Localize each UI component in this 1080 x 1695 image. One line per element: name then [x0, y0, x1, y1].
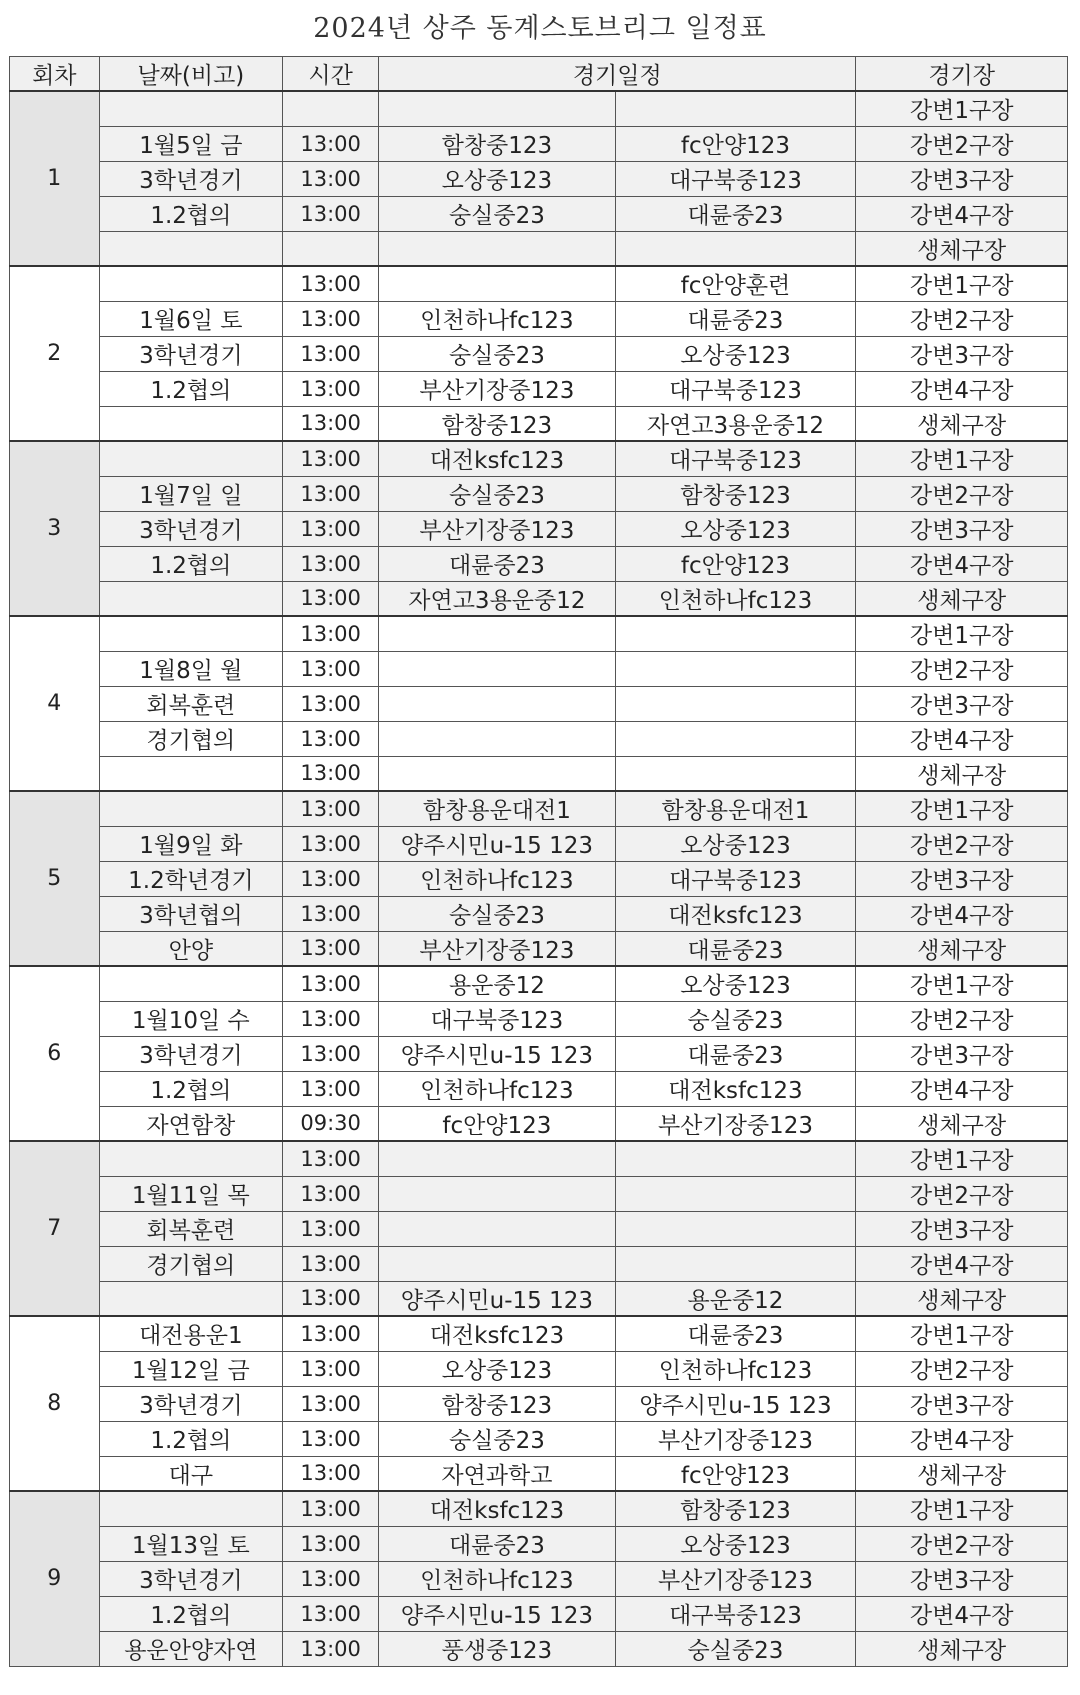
venue-cell: 생체구장	[856, 1106, 1068, 1141]
home-team-cell: 인천하나fc123	[379, 1071, 615, 1106]
away-team-cell	[615, 616, 856, 651]
date-note-cell	[99, 1141, 283, 1176]
venue-cell: 강변3구장	[856, 861, 1068, 896]
date-note-cell: 3학년경기	[99, 161, 283, 196]
table-row	[10, 196, 1068, 231]
away-team-cell	[615, 1141, 856, 1176]
away-team-cell: 대륜중23	[615, 196, 856, 231]
venue-cell: 생체구장	[856, 406, 1068, 441]
time-cell: 13:00	[283, 896, 379, 931]
table-row	[10, 1281, 1068, 1316]
table-row	[10, 756, 1068, 791]
time-cell: 13:00	[283, 1071, 379, 1106]
away-team-cell: 오상중123	[615, 336, 856, 371]
home-team-cell: 대구북중123	[379, 1001, 615, 1036]
table-row	[10, 476, 1068, 511]
date-note-cell	[99, 756, 283, 791]
venue-cell: 강변1구장	[856, 1491, 1068, 1526]
away-team-cell: 대구북중123	[615, 441, 856, 476]
home-team-cell	[379, 651, 615, 686]
table-row	[10, 931, 1068, 966]
table-row	[10, 651, 1068, 686]
home-team-cell: 부산기장중123	[379, 931, 615, 966]
date-note-cell	[99, 791, 283, 826]
away-team-cell: 함창중123	[615, 1491, 856, 1526]
away-team-cell	[615, 686, 856, 721]
away-team-cell: 대전ksfc123	[615, 896, 856, 931]
table-row	[10, 231, 1068, 266]
away-team-cell	[615, 91, 856, 126]
venue-cell: 강변2구장	[856, 476, 1068, 511]
time-cell: 13:00	[283, 1421, 379, 1456]
schedule-table	[9, 56, 1068, 1667]
home-team-cell	[379, 686, 615, 721]
venue-cell: 강변1구장	[856, 91, 1068, 126]
date-note-cell: 대전용운1	[99, 1316, 283, 1351]
away-team-cell: 대륜중23	[615, 1316, 856, 1351]
date-note-cell: 회복훈련	[99, 686, 283, 721]
time-cell: 13:00	[283, 406, 379, 441]
home-team-cell: 양주시민u-15 123	[379, 826, 615, 861]
venue-cell: 생체구장	[856, 231, 1068, 266]
time-cell: 13:00	[283, 1141, 379, 1176]
time-cell: 13:00	[283, 1316, 379, 1351]
venue-cell: 강변2구장	[856, 651, 1068, 686]
away-team-cell: 대륜중23	[615, 301, 856, 336]
header-round: 회차	[10, 57, 100, 92]
table-row	[10, 1351, 1068, 1386]
venue-cell: 강변2구장	[856, 826, 1068, 861]
time-cell: 13:00	[283, 126, 379, 161]
venue-cell: 강변3구장	[856, 161, 1068, 196]
time-cell: 13:00	[283, 721, 379, 756]
away-team-cell: 숭실중23	[615, 1631, 856, 1666]
away-team-cell: 양주시민u-15 123	[615, 1386, 856, 1421]
date-note-cell	[99, 616, 283, 651]
round-number: 6	[10, 966, 100, 1141]
venue-cell: 생체구장	[856, 756, 1068, 791]
table-row	[10, 721, 1068, 756]
home-team-cell: 인천하나fc123	[379, 1561, 615, 1596]
home-team-cell: 오상중123	[379, 1351, 615, 1386]
venue-cell: 강변2구장	[856, 1351, 1068, 1386]
date-note-cell: 대구	[99, 1456, 283, 1491]
venue-cell: 강변4구장	[856, 1421, 1068, 1456]
time-cell: 13:00	[283, 1596, 379, 1631]
table-row	[10, 161, 1068, 196]
time-cell: 13:00	[283, 196, 379, 231]
table-row	[10, 301, 1068, 336]
venue-cell: 강변4구장	[856, 546, 1068, 581]
table-row	[10, 1036, 1068, 1071]
time-cell: 13:00	[283, 1631, 379, 1666]
round-number: 5	[10, 791, 100, 966]
date-note-cell: 1월5일 금	[99, 126, 283, 161]
home-team-cell: 숭실중23	[379, 336, 615, 371]
venue-cell: 강변1구장	[856, 966, 1068, 1001]
away-team-cell: 숭실중23	[615, 1001, 856, 1036]
header-venue: 경기장	[856, 57, 1068, 92]
home-team-cell: 함창용운대전1	[379, 791, 615, 826]
date-note-cell: 3학년경기	[99, 511, 283, 546]
date-note-cell: 1월12일 금	[99, 1351, 283, 1386]
home-team-cell: 양주시민u-15 123	[379, 1596, 615, 1631]
home-team-cell: 양주시민u-15 123	[379, 1281, 615, 1316]
table-row	[10, 1421, 1068, 1456]
table-row	[10, 826, 1068, 861]
venue-cell: 강변1구장	[856, 1141, 1068, 1176]
venue-cell: 강변4구장	[856, 1596, 1068, 1631]
round-number: 9	[10, 1491, 100, 1666]
table-row	[10, 1176, 1068, 1211]
time-cell: 13:00	[283, 1491, 379, 1526]
date-note-cell	[99, 1281, 283, 1316]
venue-cell: 강변4구장	[856, 371, 1068, 406]
date-note-cell: 1월8일 월	[99, 651, 283, 686]
time-cell: 13:00	[283, 1281, 379, 1316]
time-cell: 13:00	[283, 266, 379, 301]
date-note-cell	[99, 266, 283, 301]
time-cell	[283, 91, 379, 126]
home-team-cell: 부산기장중123	[379, 511, 615, 546]
table-row	[10, 1211, 1068, 1246]
home-team-cell: 부산기장중123	[379, 371, 615, 406]
date-note-cell: 3학년경기	[99, 1036, 283, 1071]
time-cell: 13:00	[283, 651, 379, 686]
home-team-cell	[379, 231, 615, 266]
venue-cell: 강변2구장	[856, 1526, 1068, 1561]
date-note-cell: 1월11일 목	[99, 1176, 283, 1211]
date-note-cell: 경기협의	[99, 1246, 283, 1281]
home-team-cell	[379, 756, 615, 791]
time-cell: 13:00	[283, 1176, 379, 1211]
date-note-cell: 1월10일 수	[99, 1001, 283, 1036]
home-team-cell	[379, 91, 615, 126]
away-team-cell: 함창중123	[615, 476, 856, 511]
round-number: 1	[10, 91, 100, 266]
date-note-cell: 1.2협의	[99, 1596, 283, 1631]
home-team-cell: 대륜중23	[379, 546, 615, 581]
home-team-cell: 숭실중23	[379, 896, 615, 931]
venue-cell: 강변1구장	[856, 791, 1068, 826]
away-team-cell: 부산기장중123	[615, 1421, 856, 1456]
page-title: 2024년 상주 동계스토브리그 일정표	[313, 13, 767, 44]
round-number: 4	[10, 616, 100, 791]
date-note-cell: 자연함창	[99, 1106, 283, 1141]
home-team-cell: 오상중123	[379, 161, 615, 196]
away-team-cell	[615, 721, 856, 756]
time-cell: 13:00	[283, 1561, 379, 1596]
time-cell: 13:00	[283, 476, 379, 511]
time-cell: 13:00	[283, 931, 379, 966]
away-team-cell: 오상중123	[615, 966, 856, 1001]
header-time: 시간	[283, 57, 379, 92]
time-cell	[283, 231, 379, 266]
time-cell: 13:00	[283, 336, 379, 371]
home-team-cell	[379, 1211, 615, 1246]
round-number: 2	[10, 266, 100, 441]
date-note-cell	[99, 581, 283, 616]
home-team-cell: 함창중123	[379, 126, 615, 161]
time-cell: 13:00	[283, 511, 379, 546]
table-row	[10, 441, 1068, 476]
away-team-cell: 대구북중123	[615, 1596, 856, 1631]
time-cell: 13:00	[283, 826, 379, 861]
round-number: 8	[10, 1316, 100, 1491]
time-cell: 13:00	[283, 791, 379, 826]
date-note-cell: 1월13일 토	[99, 1526, 283, 1561]
venue-cell: 강변1구장	[856, 441, 1068, 476]
home-team-cell: fc안양123	[379, 1106, 615, 1141]
venue-cell: 강변4구장	[856, 896, 1068, 931]
date-note-cell: 1월9일 화	[99, 826, 283, 861]
away-team-cell: 오상중123	[615, 511, 856, 546]
date-note-cell: 1.2협의	[99, 196, 283, 231]
table-row	[10, 91, 1068, 126]
away-team-cell: 대륜중23	[615, 1036, 856, 1071]
home-team-cell: 숭실중23	[379, 196, 615, 231]
table-row	[10, 1386, 1068, 1421]
time-cell: 13:00	[283, 441, 379, 476]
date-note-cell	[99, 441, 283, 476]
away-team-cell: 용운중12	[615, 1281, 856, 1316]
date-note-cell: 3학년협의	[99, 896, 283, 931]
away-team-cell: 부산기장중123	[615, 1106, 856, 1141]
away-team-cell: 인천하나fc123	[615, 1351, 856, 1386]
date-note-cell	[99, 406, 283, 441]
table-row	[10, 616, 1068, 651]
date-note-cell	[99, 231, 283, 266]
time-cell: 13:00	[283, 1526, 379, 1561]
time-cell: 13:00	[283, 686, 379, 721]
header-date: 날짜(비고)	[99, 57, 283, 92]
table-row	[10, 1246, 1068, 1281]
away-team-cell: fc안양훈련	[615, 266, 856, 301]
table-row	[10, 581, 1068, 616]
table-row	[10, 1141, 1068, 1176]
date-note-cell: 1월7일 일	[99, 476, 283, 511]
home-team-cell: 대륜중23	[379, 1526, 615, 1561]
time-cell: 13:00	[283, 581, 379, 616]
table-row	[10, 1106, 1068, 1141]
date-note-cell: 용운안양자연	[99, 1631, 283, 1666]
time-cell: 13:00	[283, 1036, 379, 1071]
table-row	[10, 896, 1068, 931]
venue-cell: 생체구장	[856, 931, 1068, 966]
home-team-cell: 인천하나fc123	[379, 861, 615, 896]
table-row	[10, 511, 1068, 546]
venue-cell: 강변4구장	[856, 1246, 1068, 1281]
home-team-cell	[379, 1246, 615, 1281]
time-cell: 13:00	[283, 546, 379, 581]
venue-cell: 강변3구장	[856, 1561, 1068, 1596]
home-team-cell: 대전ksfc123	[379, 1491, 615, 1526]
date-note-cell: 1.2협의	[99, 1421, 283, 1456]
away-team-cell: 대륜중23	[615, 931, 856, 966]
date-note-cell	[99, 966, 283, 1001]
venue-cell: 강변1구장	[856, 1316, 1068, 1351]
time-cell: 13:00	[283, 1001, 379, 1036]
date-note-cell	[99, 91, 283, 126]
away-team-cell: fc안양123	[615, 126, 856, 161]
table-row	[10, 546, 1068, 581]
away-team-cell: 대구북중123	[615, 161, 856, 196]
table-row	[10, 861, 1068, 896]
venue-cell: 강변3구장	[856, 1386, 1068, 1421]
date-note-cell: 1.2학년경기	[99, 861, 283, 896]
venue-cell: 강변4구장	[856, 196, 1068, 231]
away-team-cell	[615, 651, 856, 686]
home-team-cell	[379, 616, 615, 651]
header-schedule: 경기일정	[379, 57, 856, 92]
table-row	[10, 1491, 1068, 1526]
venue-cell: 생체구장	[856, 1281, 1068, 1316]
home-team-cell: 대전ksfc123	[379, 441, 615, 476]
away-team-cell: 대구북중123	[615, 371, 856, 406]
venue-cell: 강변1구장	[856, 616, 1068, 651]
date-note-cell: 안양	[99, 931, 283, 966]
table-row	[10, 336, 1068, 371]
away-team-cell	[615, 231, 856, 266]
table-row	[10, 126, 1068, 161]
home-team-cell: 함창중123	[379, 1386, 615, 1421]
round-number: 7	[10, 1141, 100, 1316]
table-row	[10, 1561, 1068, 1596]
time-cell: 13:00	[283, 1456, 379, 1491]
time-cell: 13:00	[283, 861, 379, 896]
away-team-cell: fc안양123	[615, 546, 856, 581]
away-team-cell: 오상중123	[615, 1526, 856, 1561]
time-cell: 13:00	[283, 371, 379, 406]
venue-cell: 강변3구장	[856, 686, 1068, 721]
date-note-cell: 1.2협의	[99, 546, 283, 581]
venue-cell: 생체구장	[856, 1631, 1068, 1666]
date-note-cell: 3학년경기	[99, 1386, 283, 1421]
round-number: 3	[10, 441, 100, 616]
header-row	[10, 57, 1068, 92]
venue-cell: 강변2구장	[856, 1001, 1068, 1036]
away-team-cell	[615, 1176, 856, 1211]
home-team-cell	[379, 721, 615, 756]
venue-cell: 강변2구장	[856, 301, 1068, 336]
venue-cell: 강변2구장	[856, 1176, 1068, 1211]
away-team-cell: fc안양123	[615, 1456, 856, 1491]
home-team-cell: 숭실중23	[379, 1421, 615, 1456]
away-team-cell: 인천하나fc123	[615, 581, 856, 616]
table-row	[10, 966, 1068, 1001]
table-row	[10, 686, 1068, 721]
date-note-cell: 회복훈련	[99, 1211, 283, 1246]
home-team-cell	[379, 266, 615, 301]
away-team-cell	[615, 1246, 856, 1281]
venue-cell: 강변3구장	[856, 511, 1068, 546]
venue-cell: 강변3구장	[856, 336, 1068, 371]
venue-cell: 강변4구장	[856, 1071, 1068, 1106]
time-cell: 13:00	[283, 301, 379, 336]
venue-cell: 생체구장	[856, 1456, 1068, 1491]
away-team-cell	[615, 756, 856, 791]
date-note-cell	[99, 1491, 283, 1526]
table-row	[10, 1456, 1068, 1491]
home-team-cell: 양주시민u-15 123	[379, 1036, 615, 1071]
home-team-cell: 용운중12	[379, 966, 615, 1001]
away-team-cell: 대전ksfc123	[615, 1071, 856, 1106]
venue-cell: 강변3구장	[856, 1211, 1068, 1246]
home-team-cell: 인천하나fc123	[379, 301, 615, 336]
time-cell: 13:00	[283, 966, 379, 1001]
home-team-cell	[379, 1176, 615, 1211]
table-row	[10, 1631, 1068, 1666]
table-row	[10, 1526, 1068, 1561]
date-note-cell: 3학년경기	[99, 336, 283, 371]
table-row	[10, 371, 1068, 406]
away-team-cell: 오상중123	[615, 826, 856, 861]
time-cell: 13:00	[283, 616, 379, 651]
home-team-cell: 자연과학고	[379, 1456, 615, 1491]
date-note-cell: 1.2협의	[99, 371, 283, 406]
date-note-cell: 3학년경기	[99, 1561, 283, 1596]
time-cell: 09:30	[283, 1106, 379, 1141]
table-row	[10, 1071, 1068, 1106]
time-cell: 13:00	[283, 756, 379, 791]
table-row	[10, 791, 1068, 826]
venue-cell: 강변1구장	[856, 266, 1068, 301]
venue-cell: 강변4구장	[856, 721, 1068, 756]
date-note-cell: 1.2협의	[99, 1071, 283, 1106]
time-cell: 13:00	[283, 1246, 379, 1281]
home-team-cell: 숭실중23	[379, 476, 615, 511]
away-team-cell: 부산기장중123	[615, 1561, 856, 1596]
home-team-cell: 자연고3용운중12	[379, 581, 615, 616]
away-team-cell	[615, 1211, 856, 1246]
home-team-cell: 풍생중123	[379, 1631, 615, 1666]
venue-cell: 강변3구장	[856, 1036, 1068, 1071]
time-cell: 13:00	[283, 1211, 379, 1246]
home-team-cell: 함창중123	[379, 406, 615, 441]
time-cell: 13:00	[283, 1351, 379, 1386]
table-row	[10, 266, 1068, 301]
away-team-cell: 함창용운대전1	[615, 791, 856, 826]
time-cell: 13:00	[283, 1386, 379, 1421]
away-team-cell: 대구북중123	[615, 861, 856, 896]
away-team-cell: 자연고3용운중12	[615, 406, 856, 441]
table-row	[10, 1596, 1068, 1631]
home-team-cell: 대전ksfc123	[379, 1316, 615, 1351]
date-note-cell: 경기협의	[99, 721, 283, 756]
schedule-body	[10, 91, 1068, 1666]
venue-cell: 강변2구장	[856, 126, 1068, 161]
home-team-cell	[379, 1141, 615, 1176]
time-cell: 13:00	[283, 161, 379, 196]
table-row	[10, 1001, 1068, 1036]
date-note-cell: 1월6일 토	[99, 301, 283, 336]
table-row	[10, 1316, 1068, 1351]
table-row	[10, 406, 1068, 441]
venue-cell: 생체구장	[856, 581, 1068, 616]
